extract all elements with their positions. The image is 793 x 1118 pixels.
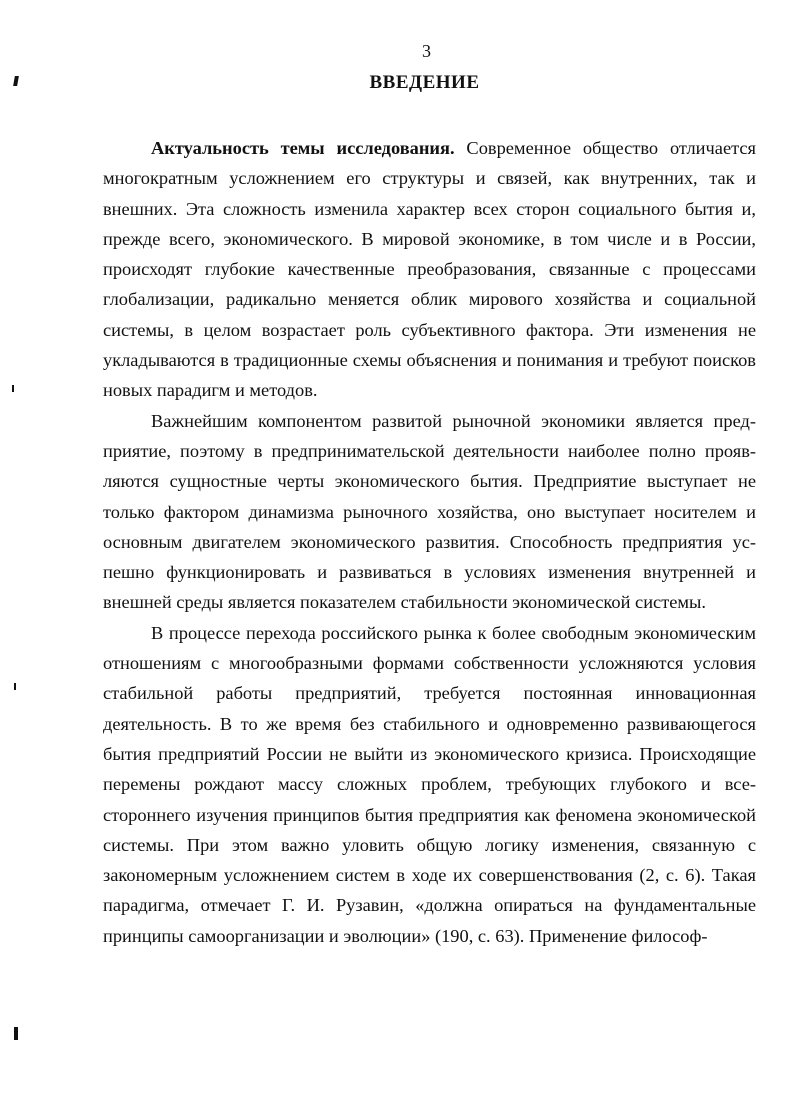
paragraph-3-text: В процессе перехода российского рынка к более свободным экономическим отношениям с многообразными формами собственности усложняются условия стабильной работы предприятий, требуется постоянная инновационная деятельность. В то же время без стабильного и одновременно развивающегося бытия предприятий России не выйти из экономического кризиса. Происходящие перемены рождают массу сложных проблем, требующих глубокого и всестороннего изучения принципов бытия предприятия как феномена экономической системы. При этом важно уловить общую логику изменения, связанную с закономерным усложнением систем в ходе их совершенствования (2, с. 6). Такая парадигма, отмечает Г. И. Рузавин, «должна опираться на фундаментальные принципы самоорганизации и эволюции» (190, с. 63). Применение философ- [103, 622, 756, 946]
body-text [103, 133, 756, 951]
paragraph-2-text: Важнейшим компонентом развитой рыночной экономики является предприятие, поэтому в предпринимательской деятельности наиболее полно проявляются сущностные черты экономического бытия. Предприятие выступает не только фактором динамизма рыночного хозяйства, оно выступает носителем и основным двигателем экономического развития. Способность предприятия успешно функционировать и развиваться в условиях изменения внутренней и внешней среды является показателем стабильности экономической системы. [103, 410, 756, 613]
section-title: ВВЕДЕНИЕ [369, 72, 480, 93]
paragraph-1 [103, 133, 756, 406]
paragraph-1-text: Современное общество отличается многократным усложнением его структуры и связей, как внутренних, так и внешних. Эта сложность изменила характер всех сторон социального бытия и, прежде всего, экономического. В мировой экономике, в том числе и в России, происходят глубокие качественные преобразования, связанные с процессами глобализации, радикально меняется облик мирового хозяйства и социальной системы, в целом возрастает роль субъективного фактора. Эти изменения не укладываются в традиционные схемы объяснения и понимания и требуют поисков новых парадигм и методов. [103, 138, 756, 401]
page-number: 3 [422, 41, 431, 61]
paragraph-1-lead: Актуальность темы исследования. [151, 138, 455, 158]
paragraph-3 [103, 618, 756, 951]
scan-mark [14, 1027, 18, 1040]
scan-mark [14, 683, 16, 690]
paragraph-2 [103, 406, 756, 618]
scan-mark [12, 385, 14, 392]
